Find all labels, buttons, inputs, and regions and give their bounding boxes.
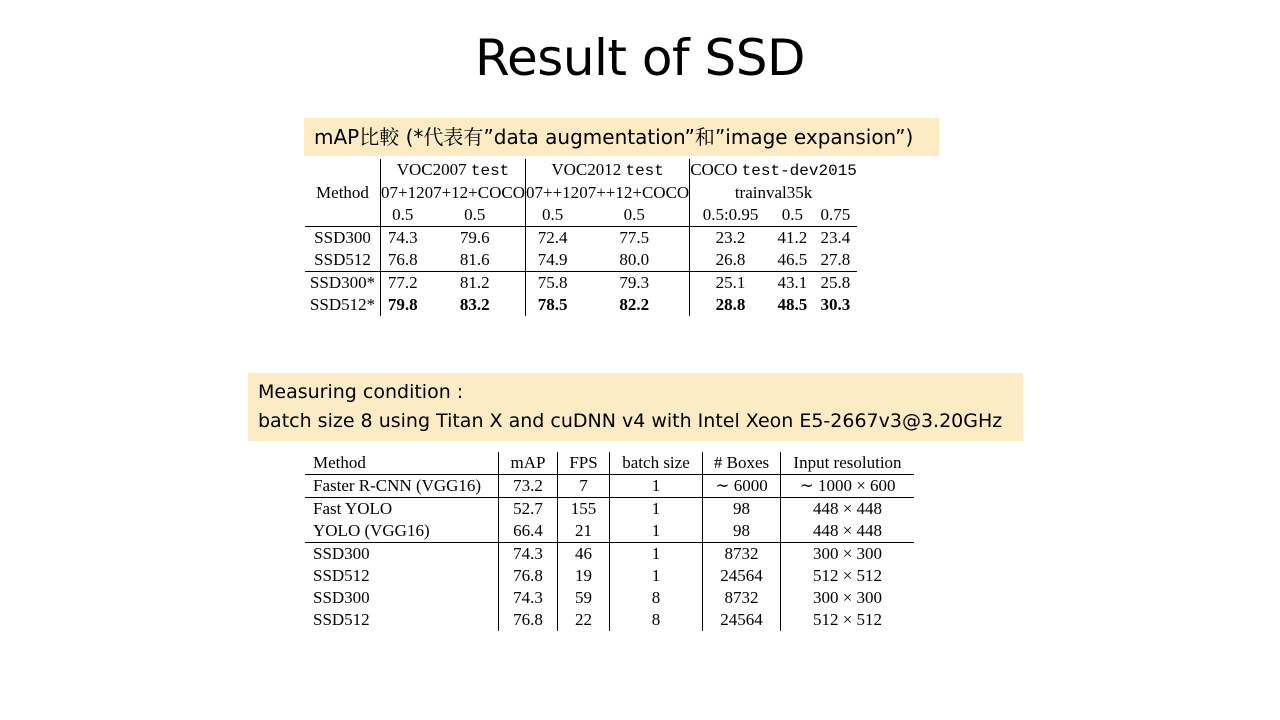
iou-header: 0.5:0.95 <box>690 204 771 227</box>
iou-header: 0.5 <box>526 204 580 227</box>
map-comparison-table <box>305 159 857 316</box>
iou-header: 0.5 <box>781 205 804 224</box>
measuring-condition-note <box>248 373 1023 441</box>
column-header: FPS <box>558 452 610 475</box>
speed-comparison-table <box>305 452 914 631</box>
method-header: Method <box>316 183 369 202</box>
iou-header: 0.5 <box>381 204 425 227</box>
table-row: Faster R-CNN (VGG16) 73.2 7 1 ∼ 6000 ∼ 1000 × 600 <box>305 475 914 498</box>
table-row: SSD300* 77.2 81.2 75.8 79.3 25.1 43.1 25.8 <box>305 272 857 295</box>
column-header: Method <box>313 453 366 472</box>
map-comparison-note: mAP比較 (*代表有”data augmentation”和”image expansion”) <box>304 118 939 156</box>
table-header-row <box>305 452 914 475</box>
iou-header: 0.75 <box>820 205 851 224</box>
train-set-header: 07+12 <box>381 183 425 202</box>
coco-header: COCO test-dev2015 <box>690 160 857 180</box>
table-row: SSD300 74.3 46 1 8732 300 × 300 <box>305 543 914 566</box>
table-row: SSD300 74.3 59 8 8732 300 × 300 <box>305 587 914 609</box>
train-set-header: 07++12+COCO <box>579 183 690 202</box>
column-header: Input resolution <box>781 452 915 475</box>
measuring-condition-title: Measuring condition : <box>258 381 464 403</box>
train-set-header: 07+12+COCO <box>424 183 525 202</box>
iou-header: 0.5 <box>464 205 486 224</box>
column-header: batch size <box>610 452 703 475</box>
table-row: Fast YOLO 52.7 155 1 98 448 × 448 <box>305 498 914 521</box>
voc2007-header: VOC2007 test <box>381 159 526 182</box>
table-row: SSD300 74.3 79.6 72.4 77.5 23.2 41.2 23.4 <box>305 227 857 250</box>
table-row: SSD512* 79.8 83.2 78.5 82.2 28.8 48.5 30.3 <box>309 295 851 314</box>
table-row: YOLO (VGG16) 66.4 21 1 98 448 × 448 <box>305 520 914 543</box>
train-set-header: trainval35k <box>690 182 857 204</box>
iou-header: 0.5 <box>623 205 645 224</box>
measuring-condition-detail: batch size 8 using Titan X and cuDNN v4 with Intel Xeon E5-2667v3@3.20GHz <box>258 410 1003 432</box>
voc2012-header: VOC2012 test <box>526 159 690 182</box>
table-row: SSD512 76.8 22 8 24564 512 × 512 <box>305 609 914 631</box>
table-row: SSD512 76.8 81.6 74.9 80.0 26.8 46.5 27.8 <box>305 249 857 272</box>
table-row: SSD512 76.8 19 1 24564 512 × 512 <box>305 565 914 587</box>
column-header: mAP <box>499 452 558 475</box>
train-set-header: 07++12 <box>526 183 580 202</box>
slide-title: Result of SSD <box>475 29 805 87</box>
column-header: # Boxes <box>703 452 781 475</box>
